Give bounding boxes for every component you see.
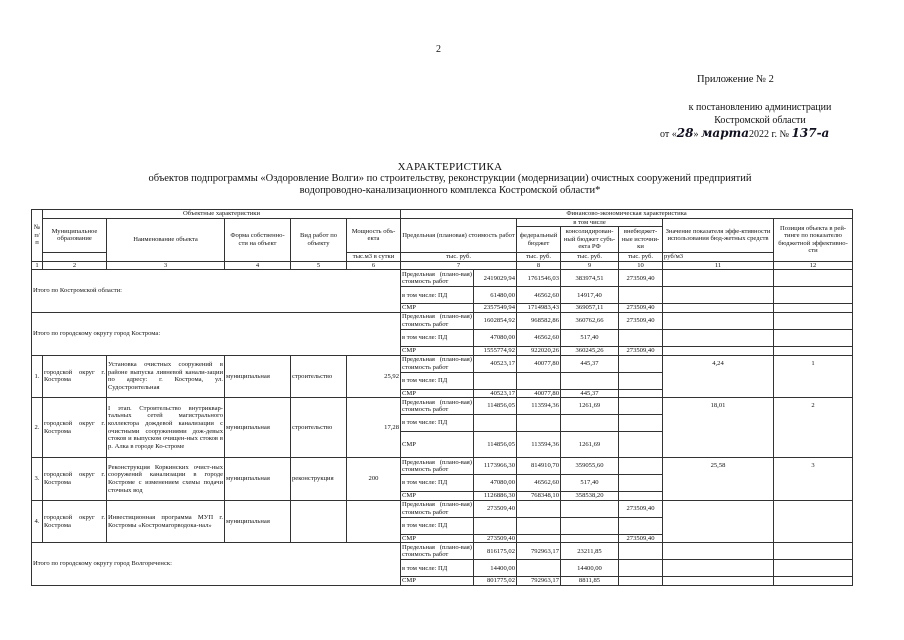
cost-consolidated: 383974,51 xyxy=(561,270,619,287)
table-row xyxy=(32,270,853,287)
resolution-reference xyxy=(660,102,860,142)
pd-total xyxy=(474,517,517,534)
smr-label: СМР xyxy=(401,346,474,355)
cost-label: Предельная (плано-вая) стоимость работ xyxy=(402,313,472,328)
smr-label: СМР xyxy=(401,534,474,543)
object-capacity: 200 xyxy=(347,458,401,501)
smr-total: 1555774,92 xyxy=(474,346,517,355)
pd-total xyxy=(474,372,517,389)
position-cell xyxy=(774,304,853,313)
pd-total: 61480,00 xyxy=(474,287,517,304)
title-line-2: водопроводно-канализационного комплекса Костромской области* xyxy=(299,185,601,196)
page-number: 2 xyxy=(436,44,441,55)
pd-total: 47080,00 xyxy=(474,475,517,492)
col-num-8: 8 xyxy=(517,261,561,270)
position-cell xyxy=(774,577,853,586)
pd-consolidated: 14400,00 xyxy=(561,560,619,577)
pd-extra xyxy=(619,415,663,432)
cost-total: 40523,17 xyxy=(474,355,517,372)
cost-extra xyxy=(619,543,663,560)
pd-consolidated: 14917,40 xyxy=(561,287,619,304)
pd-label: в том числе: ПД xyxy=(401,372,474,389)
cost-total: 1602854,92 xyxy=(474,312,517,329)
smr-extra xyxy=(619,432,663,458)
date-prefix: от « xyxy=(660,129,677,140)
smr-total: 801775,02 xyxy=(474,577,517,586)
smr-extra xyxy=(619,492,663,501)
smr-total: 40523,17 xyxy=(474,389,517,398)
smr-label: СМР xyxy=(401,432,474,458)
col-num-4: 4 xyxy=(225,261,291,270)
pd-extra xyxy=(619,560,663,577)
object-name: Установка очистных сооружений в районе выпуска ливневой канали-зации по адресу: г. Кострома, ул. Судостроительная xyxy=(107,355,225,398)
smr-consolidated: 360245,26 xyxy=(561,346,619,355)
col-num-7: 7 xyxy=(401,261,517,270)
smr-federal: 40077,80 xyxy=(517,389,561,398)
object-position: 3 xyxy=(774,458,853,501)
object-efficiency: 4,24 xyxy=(663,355,774,398)
smr-consolidated: 1261,69 xyxy=(561,432,619,458)
table-row xyxy=(32,458,853,475)
object-municipality: городской округ г. Кострома xyxy=(43,398,107,458)
total-region-title: Итого по Костромской области: xyxy=(32,270,401,313)
smr-extra xyxy=(619,389,663,398)
cost-federal: 968582,86 xyxy=(517,312,561,329)
header-unit-extra: тыс. руб. xyxy=(619,253,663,262)
pd-federal: 46562,60 xyxy=(517,475,561,492)
header-unit-cost: тыс. руб. xyxy=(401,253,517,262)
header-efficiency: Значение показателя эффе-ктивности использования бюд-жетных средств xyxy=(663,218,774,253)
pd-consolidated: 517,40 xyxy=(561,475,619,492)
object-name: Инвестиционная программа МУП г. Костромы «Костромагорводока-нал» xyxy=(107,500,225,543)
pd-label: в том числе: ПД xyxy=(401,415,474,432)
cost-total: 273509,40 xyxy=(474,500,517,517)
cost-consolidated: 360762,66 xyxy=(561,312,619,329)
object-municipality: городской округ г. Кострома xyxy=(43,458,107,501)
cost-consolidated: 1261,69 xyxy=(561,398,619,415)
table-row xyxy=(32,312,853,329)
efficiency-cell xyxy=(663,312,774,329)
object-efficiency: 18,01 xyxy=(663,398,774,458)
object-number: 3. xyxy=(32,458,43,501)
col-num-6: 6 xyxy=(347,261,401,270)
cost-label: Предельная (плано-вая) стоимость работ xyxy=(402,458,472,474)
table-row xyxy=(32,500,853,517)
cost-extra: 273509,40 xyxy=(619,500,663,517)
smr-total: 2357549,94 xyxy=(474,304,517,313)
pd-federal: 46562,60 xyxy=(517,329,561,346)
object-municipality: городской округ г. Кострома xyxy=(43,355,107,398)
pd-label: в том числе: ПД xyxy=(401,475,474,492)
col-num-5: 5 xyxy=(291,261,347,270)
cost-extra xyxy=(619,398,663,415)
header-municipality: Муниципальное образование xyxy=(43,218,107,253)
position-cell xyxy=(774,329,853,346)
object-number: 2. xyxy=(32,398,43,458)
position-cell xyxy=(774,543,853,560)
position-cell xyxy=(774,287,853,304)
header-col-no: № п/п xyxy=(32,210,43,262)
total-kostroma-title: Итого по городскому округу город Кострома: xyxy=(32,312,401,355)
smr-consolidated: 358538,20 xyxy=(561,492,619,501)
cost-extra xyxy=(619,458,663,475)
efficiency-cell xyxy=(663,543,774,560)
cost-label: Предельная (плано-вая) стоимость работ xyxy=(402,398,472,414)
col-num-3: 3 xyxy=(107,261,225,270)
object-position: 1 xyxy=(774,355,853,398)
smr-federal: 1714983,43 xyxy=(517,304,561,313)
object-number: 4. xyxy=(32,500,43,543)
object-ownership: муниципальная xyxy=(225,500,291,543)
header-consolidated: консолидирован-ный бюджет субъ-екта РФ xyxy=(561,227,619,253)
cost-federal: 113594,36 xyxy=(517,398,561,415)
efficiency-cell xyxy=(663,560,774,577)
object-worktype: реконструкция xyxy=(291,458,347,501)
header-unit-efficiency: руб/м3 xyxy=(663,253,774,262)
object-position: 2 xyxy=(774,398,853,458)
header-unit-empty xyxy=(43,253,107,262)
object-capacity: 17,28 xyxy=(347,398,401,458)
pd-label: в том числе: ПД xyxy=(401,560,474,577)
document-title xyxy=(60,161,840,197)
cost-label: Предельная (плано-вая) стоимость работ xyxy=(402,501,472,516)
header-object-group: Объектные характеристики xyxy=(43,210,401,219)
smr-extra: 273509,40 xyxy=(619,346,663,355)
pd-extra xyxy=(619,372,663,389)
table-row xyxy=(32,543,853,560)
smr-label: СМР xyxy=(401,492,474,501)
title-line-1: объектов подпрограммы «Оздоровление Волги» по строительству, реконструкции (модернизации) очистных сооружений предприятий xyxy=(148,173,752,184)
resolution-date-line xyxy=(660,127,860,142)
efficiency-cell xyxy=(663,304,774,313)
smr-federal: 768348,10 xyxy=(517,492,561,501)
smr-consolidated xyxy=(561,534,619,543)
title-heading: ХАРАКТЕРИСТИКА xyxy=(397,161,503,173)
cost-extra xyxy=(619,355,663,372)
smr-total: 273509,40 xyxy=(474,534,517,543)
resolution-line-2: Костромской области xyxy=(714,114,806,126)
pd-federal: 46562,60 xyxy=(517,287,561,304)
pd-label: в том числе: ПД xyxy=(401,517,474,534)
resolution-line-1: к постановлению администрации xyxy=(688,102,832,113)
object-name: I этап. Строительство внутриквар-тальных сетей магистрального коллектора дождевой канализации с очистными сооружениями дож-девых стоков и выпуском очищен-ных стоков в р. Алка в городе Ко-строме xyxy=(107,398,225,458)
smr-extra xyxy=(619,577,663,586)
total-volgorechensk-title: Итого по городскому округу город Волгореченск: xyxy=(32,543,401,586)
cost-total: 114856,05 xyxy=(474,398,517,415)
cost-extra: 273509,40 xyxy=(619,312,663,329)
pd-federal xyxy=(517,517,561,534)
col-num-12: 12 xyxy=(774,261,853,270)
col-num-2: 2 xyxy=(43,261,107,270)
header-worktype: Вид работ по объекту xyxy=(291,218,347,261)
efficiency-cell xyxy=(663,346,774,355)
col-num-10: 10 xyxy=(619,261,663,270)
object-ownership: муниципальная xyxy=(225,458,291,501)
header-object: Наименование объекта xyxy=(107,218,225,261)
position-cell xyxy=(774,560,853,577)
object-efficiency: 25,58 xyxy=(663,458,774,501)
cost-federal: 792963,17 xyxy=(517,543,561,560)
cost-consolidated: 359055,60 xyxy=(561,458,619,475)
object-capacity xyxy=(347,500,401,543)
smr-extra: 273509,40 xyxy=(619,304,663,313)
efficiency-cell xyxy=(663,270,774,287)
pd-total: 47080,00 xyxy=(474,329,517,346)
cost-consolidated: 23211,85 xyxy=(561,543,619,560)
smr-federal: 113594,36 xyxy=(517,432,561,458)
date-year: 2022 г. № xyxy=(749,129,790,140)
efficiency-cell xyxy=(663,287,774,304)
cost-federal xyxy=(517,500,561,517)
smr-federal xyxy=(517,534,561,543)
pd-consolidated xyxy=(561,372,619,389)
pd-consolidated xyxy=(561,517,619,534)
header-incl: в том числе xyxy=(517,218,663,227)
cost-label: Предельная (плано-вая) стоимость работ xyxy=(402,543,472,559)
smr-extra: 273509,40 xyxy=(619,534,663,543)
object-municipality: городской округ г. Кострома xyxy=(43,500,107,543)
cost-federal: 1761546,03 xyxy=(517,270,561,287)
pd-consolidated: 517,40 xyxy=(561,329,619,346)
object-position xyxy=(774,500,853,543)
header-unit-federal: тыс. руб. xyxy=(517,253,561,262)
table-row xyxy=(32,398,853,415)
header-federal: федеральный бюджет xyxy=(517,227,561,253)
handwritten-month: марта xyxy=(700,126,749,140)
col-num-11: 11 xyxy=(663,261,774,270)
pd-extra xyxy=(619,475,663,492)
position-cell xyxy=(774,270,853,287)
pd-label: в том числе: ПД xyxy=(401,329,474,346)
pd-extra xyxy=(619,517,663,534)
column-numbers-row xyxy=(32,261,853,270)
smr-federal: 922020,26 xyxy=(517,346,561,355)
smr-total: 1126886,30 xyxy=(474,492,517,501)
cost-consolidated: 445,37 xyxy=(561,355,619,372)
handwritten-number: 137-а xyxy=(791,126,830,140)
pd-extra xyxy=(619,287,663,304)
object-worktype xyxy=(291,500,347,543)
header-unit-capacity: тыс.м3 в сутки xyxy=(347,253,401,262)
efficiency-cell xyxy=(663,329,774,346)
pd-consolidated xyxy=(561,415,619,432)
pd-federal xyxy=(517,415,561,432)
smr-consolidated: 445,37 xyxy=(561,389,619,398)
pd-label: в том числе: ПД xyxy=(401,287,474,304)
header-capacity: Мощность объ-екта xyxy=(347,218,401,253)
object-ownership: муниципальная xyxy=(225,355,291,398)
pd-federal xyxy=(517,560,561,577)
cost-total: 2419029,94 xyxy=(474,270,517,287)
header-unit-consolidated: тыс. руб. xyxy=(561,253,619,262)
header-cost: Предельная (плановая) стоимость работ xyxy=(401,218,517,253)
object-worktype: строительство xyxy=(291,355,347,398)
position-cell xyxy=(774,312,853,329)
header-ownership: Форма собственно-сти на объект xyxy=(225,218,291,261)
header-extra: внебюджет-ные источни-ки xyxy=(619,227,663,253)
appendix-label: Приложение № 2 xyxy=(697,74,774,85)
cost-total: 816175,02 xyxy=(474,543,517,560)
smr-consolidated: 8811,85 xyxy=(561,577,619,586)
object-worktype: строительство xyxy=(291,398,347,458)
cost-extra: 273509,40 xyxy=(619,270,663,287)
header-finance-group: Финансово-экономическая характеристика xyxy=(401,210,853,219)
object-number: 1. xyxy=(32,355,43,398)
cost-consolidated xyxy=(561,500,619,517)
cost-federal: 40077,80 xyxy=(517,355,561,372)
cost-federal: 814910,70 xyxy=(517,458,561,475)
table-row xyxy=(32,355,853,372)
efficiency-cell xyxy=(663,577,774,586)
handwritten-day: 28 xyxy=(676,126,694,140)
smr-total: 114856,05 xyxy=(474,432,517,458)
cost-total: 1173966,30 xyxy=(474,458,517,475)
object-capacity: 25,92 xyxy=(347,355,401,398)
pd-total: 14400,00 xyxy=(474,560,517,577)
object-ownership: муниципальная xyxy=(225,398,291,458)
smr-consolidated: 369057,11 xyxy=(561,304,619,313)
pd-total xyxy=(474,415,517,432)
object-name: Реконструкция Коркинских очист-ных сооружений канализации в городе Костроме с изменением схемы подачи сточных вод xyxy=(107,458,225,501)
cost-label: Предельная (плано-вая) стоимость работ xyxy=(402,270,472,286)
smr-label: СМР xyxy=(401,577,474,586)
object-efficiency xyxy=(663,500,774,543)
cost-label: Предельная (плано-вая) стоимость работ xyxy=(402,355,472,371)
position-cell xyxy=(774,346,853,355)
characteristics-table xyxy=(31,209,853,586)
smr-label: СМР xyxy=(401,389,474,398)
smr-federal: 792963,17 xyxy=(517,577,561,586)
col-num-1: 1 xyxy=(32,261,43,270)
header-position: Позиция объекта в рей-тинге по показателю бюджетной эффективно-сти xyxy=(774,218,853,261)
pd-extra xyxy=(619,329,663,346)
col-num-9: 9 xyxy=(561,261,619,270)
pd-federal xyxy=(517,372,561,389)
smr-label: СМР xyxy=(401,304,474,313)
date-mid: » xyxy=(693,129,701,140)
